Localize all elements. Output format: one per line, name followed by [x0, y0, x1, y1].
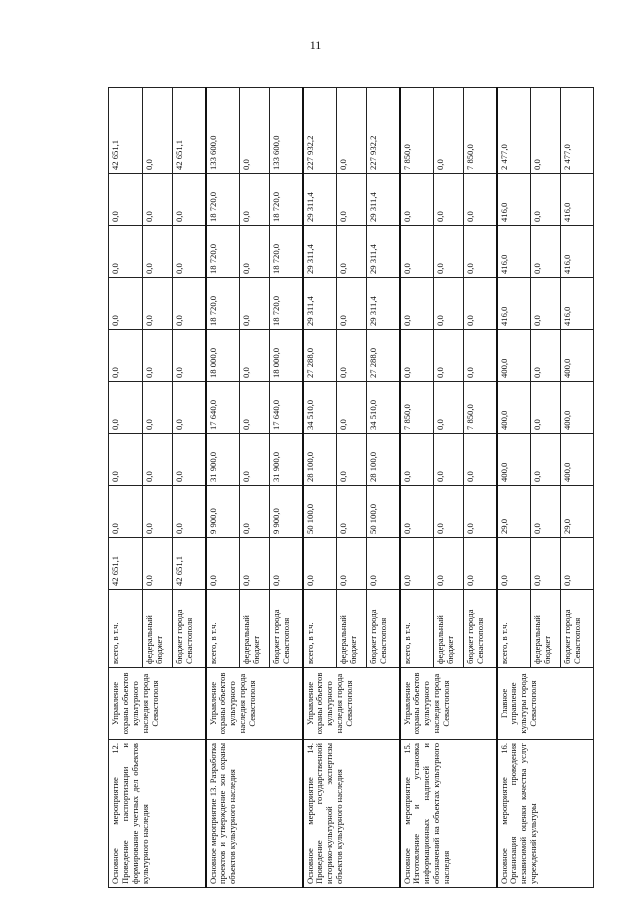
year-value-cell: 0,0 — [434, 330, 464, 382]
total-cell: 0,0 — [434, 88, 464, 174]
year-value-cell: 0,0 — [400, 330, 434, 382]
year-value-cell: 0,0 — [337, 174, 367, 226]
year-value-cell: 0,0 — [464, 174, 497, 226]
year-value-cell: 0,0 — [240, 278, 270, 330]
year-value-cell: 0,0 — [434, 278, 464, 330]
total-cell: 0,0 — [240, 88, 270, 174]
year-value-cell: 0,0 — [434, 538, 464, 590]
year-value-cell: 0,0 — [400, 226, 434, 278]
year-value-cell: 18 720,0 — [270, 174, 303, 226]
year-value-cell: 0,0 — [337, 382, 367, 434]
year-value-cell: 0,0 — [337, 434, 367, 486]
year-value-cell: 0,0 — [464, 330, 497, 382]
year-value-cell: 18 000,0 — [206, 330, 240, 382]
year-value-cell: 0,0 — [531, 538, 561, 590]
year-value-cell: 0,0 — [400, 278, 434, 330]
year-value-cell: 27 288,0 — [303, 330, 337, 382]
year-value-cell: 0,0 — [531, 434, 561, 486]
year-value-cell: 0,0 — [531, 226, 561, 278]
year-value-cell: 18 720,0 — [206, 174, 240, 226]
year-value-cell: 18 000,0 — [270, 330, 303, 382]
year-value-cell: 29 311,4 — [367, 174, 400, 226]
year-value-cell: 18 720,0 — [270, 226, 303, 278]
year-value-cell: 0,0 — [337, 486, 367, 538]
year-value-cell: 0,0 — [497, 538, 531, 590]
year-value-cell: 0,0 — [400, 434, 434, 486]
funding-source-cell: всего, в т.ч. — [109, 590, 143, 668]
year-value-cell: 0,0 — [464, 538, 497, 590]
total-cell: 0,0 — [531, 88, 561, 174]
year-value-cell: 0,0 — [337, 226, 367, 278]
year-value-cell: 0,0 — [531, 486, 561, 538]
activity-cell: Основное мероприятие 16. Организация проведения независимой оценки качества услуг учреждений культуры — [497, 740, 594, 888]
year-value-cell: 29 311,4 — [303, 278, 337, 330]
funding-source-cell: федеральный бюджет — [434, 590, 464, 668]
year-value-cell: 50 100,0 — [367, 486, 400, 538]
year-value-cell: 0,0 — [173, 486, 206, 538]
table-row — [497, 88, 531, 888]
budget-table — [108, 87, 594, 888]
year-value-cell: 0,0 — [434, 382, 464, 434]
activity-cell: Основное мероприятие 15. Изготовление и установка информационных надписей и обозначений на объектах культурного наследия — [400, 740, 497, 888]
year-value-cell: 0,0 — [109, 486, 143, 538]
year-value-cell: 0,0 — [143, 174, 173, 226]
year-value-cell: 29 311,4 — [367, 278, 400, 330]
year-value-cell: 0,0 — [143, 278, 173, 330]
total-cell: 227 932,2 — [367, 88, 400, 174]
funding-source-cell: всего, в т.ч. — [206, 590, 240, 668]
total-cell: 133 600,0 — [206, 88, 240, 174]
year-value-cell: 0,0 — [434, 226, 464, 278]
year-value-cell: 0,0 — [464, 486, 497, 538]
year-value-cell: 0,0 — [109, 434, 143, 486]
year-value-cell: 0,0 — [531, 330, 561, 382]
year-value-cell: 0,0 — [531, 174, 561, 226]
funding-source-cell: бюджет города Севастополя — [464, 590, 497, 668]
funding-source-cell: всего, в т.ч. — [303, 590, 337, 668]
year-value-cell: 0,0 — [143, 382, 173, 434]
total-cell: 42 651,1 — [109, 88, 143, 174]
year-value-cell: 0,0 — [206, 538, 240, 590]
year-value-cell: 0,0 — [109, 226, 143, 278]
year-value-cell: 0,0 — [531, 382, 561, 434]
year-value-cell: 0,0 — [337, 278, 367, 330]
year-value-cell: 0,0 — [240, 174, 270, 226]
total-cell: 133 600,0 — [270, 88, 303, 174]
page-number: 11 — [309, 38, 322, 52]
year-value-cell: 400,0 — [497, 382, 531, 434]
funding-source-cell: бюджет города Севастополя — [561, 590, 594, 668]
year-value-cell: 0,0 — [240, 486, 270, 538]
year-value-cell: 0,0 — [143, 538, 173, 590]
total-cell: 2 477,0 — [561, 88, 594, 174]
year-value-cell: 28 100,0 — [303, 434, 337, 486]
year-value-cell: 34 510,0 — [303, 382, 337, 434]
total-cell: 227 932,2 — [303, 88, 337, 174]
year-value-cell: 0,0 — [434, 486, 464, 538]
table-row — [206, 88, 240, 888]
year-value-cell: 0,0 — [434, 434, 464, 486]
year-value-cell: 0,0 — [240, 434, 270, 486]
year-value-cell: 42 651,1 — [109, 538, 143, 590]
year-value-cell: 0,0 — [240, 538, 270, 590]
total-cell: 0,0 — [337, 88, 367, 174]
year-value-cell: 0,0 — [337, 330, 367, 382]
year-value-cell: 0,0 — [464, 278, 497, 330]
year-value-cell: 0,0 — [240, 226, 270, 278]
year-value-cell: 18 720,0 — [206, 226, 240, 278]
funding-source-cell: федеральный бюджет — [143, 590, 173, 668]
year-value-cell: 34 510,0 — [367, 382, 400, 434]
year-value-cell: 0,0 — [367, 538, 400, 590]
total-cell: 0,0 — [143, 88, 173, 174]
budget-table-rotated — [108, 88, 593, 888]
year-value-cell: 9 900,0 — [206, 486, 240, 538]
total-cell: 7 850,0 — [464, 88, 497, 174]
total-cell: 42 651,1 — [173, 88, 206, 174]
year-value-cell: 29 311,4 — [303, 226, 337, 278]
year-value-cell: 400,0 — [561, 330, 594, 382]
activity-cell: Основное мероприятие 12. Проведение паспортизации и формирование учетных дел объектов культурного наследия — [109, 740, 206, 888]
year-value-cell: 0,0 — [173, 174, 206, 226]
year-value-cell: 400,0 — [497, 434, 531, 486]
year-value-cell: 0,0 — [464, 226, 497, 278]
year-value-cell: 0,0 — [143, 226, 173, 278]
table-body — [109, 88, 594, 888]
year-value-cell: 50 100,0 — [303, 486, 337, 538]
year-value-cell: 18 720,0 — [206, 278, 240, 330]
year-value-cell: 0,0 — [400, 538, 434, 590]
executor-cell: Управление охраны объектов культурного наследия города Севастополя — [400, 668, 497, 740]
year-value-cell: 0,0 — [173, 226, 206, 278]
year-value-cell: 416,0 — [497, 278, 531, 330]
activity-cell: Основное мероприятие 13. Разработка проектов и утверждение зон охраны объектов культурного наследия — [206, 740, 303, 888]
year-value-cell: 18 720,0 — [270, 278, 303, 330]
year-value-cell: 0,0 — [173, 330, 206, 382]
year-value-cell: 0,0 — [109, 278, 143, 330]
executor-cell: Главное управление культуры города Севастополя — [497, 668, 594, 740]
year-value-cell: 0,0 — [531, 278, 561, 330]
year-value-cell: 0,0 — [109, 382, 143, 434]
total-cell: 2 477,0 — [497, 88, 531, 174]
executor-cell: Управление охраны объектов культурного наследия города Севастополя — [303, 668, 400, 740]
year-value-cell: 29 311,4 — [303, 174, 337, 226]
total-cell: 7 850,0 — [400, 88, 434, 174]
executor-cell: Управление охраны объектов культурного наследия города Севастополя — [109, 668, 206, 740]
table-row — [303, 88, 337, 888]
year-value-cell: 29,0 — [561, 486, 594, 538]
year-value-cell: 29,0 — [497, 486, 531, 538]
year-value-cell: 0,0 — [270, 538, 303, 590]
year-value-cell: 416,0 — [561, 278, 594, 330]
year-value-cell: 0,0 — [303, 538, 337, 590]
year-value-cell: 0,0 — [400, 486, 434, 538]
year-value-cell: 0,0 — [173, 434, 206, 486]
year-value-cell: 416,0 — [497, 226, 531, 278]
year-value-cell: 400,0 — [497, 330, 531, 382]
year-value-cell: 0,0 — [143, 486, 173, 538]
funding-source-cell: всего, в т.ч. — [400, 590, 434, 668]
year-value-cell: 31 900,0 — [270, 434, 303, 486]
year-value-cell: 400,0 — [561, 434, 594, 486]
year-value-cell: 28 100,0 — [367, 434, 400, 486]
year-value-cell: 7 850,0 — [464, 382, 497, 434]
table-row — [109, 88, 143, 888]
year-value-cell: 416,0 — [497, 174, 531, 226]
funding-source-cell: бюджет города Севастополя — [270, 590, 303, 668]
year-value-cell: 0,0 — [240, 382, 270, 434]
year-value-cell: 7 850,0 — [400, 382, 434, 434]
year-value-cell: 0,0 — [143, 434, 173, 486]
activity-cell: Основное мероприятие 14. Проведение государственной историко-культурной экспертизы объектов культурного наследия — [303, 740, 400, 888]
year-value-cell: 400,0 — [561, 382, 594, 434]
year-value-cell: 0,0 — [109, 174, 143, 226]
year-value-cell: 0,0 — [143, 330, 173, 382]
year-value-cell: 0,0 — [434, 174, 464, 226]
year-value-cell: 416,0 — [561, 226, 594, 278]
year-value-cell: 17 640,0 — [270, 382, 303, 434]
year-value-cell: 0,0 — [109, 330, 143, 382]
year-value-cell: 0,0 — [400, 174, 434, 226]
funding-source-cell: всего, в т.ч. — [497, 590, 531, 668]
year-value-cell: 416,0 — [561, 174, 594, 226]
year-value-cell: 0,0 — [173, 278, 206, 330]
table-row — [400, 88, 434, 888]
funding-source-cell: федеральный бюджет — [531, 590, 561, 668]
year-value-cell: 0,0 — [464, 434, 497, 486]
year-value-cell: 0,0 — [173, 382, 206, 434]
year-value-cell: 0,0 — [240, 330, 270, 382]
year-value-cell: 27 288,0 — [367, 330, 400, 382]
year-value-cell: 0,0 — [561, 538, 594, 590]
year-value-cell: 9 900,0 — [270, 486, 303, 538]
funding-source-cell: федеральный бюджет — [240, 590, 270, 668]
funding-source-cell: федеральный бюджет — [337, 590, 367, 668]
year-value-cell: 29 311,4 — [367, 226, 400, 278]
year-value-cell: 17 640,0 — [206, 382, 240, 434]
funding-source-cell: бюджет города Севастополя — [173, 590, 206, 668]
year-value-cell: 0,0 — [337, 538, 367, 590]
year-value-cell: 31 900,0 — [206, 434, 240, 486]
funding-source-cell: бюджет города Севастополя — [367, 590, 400, 668]
year-value-cell: 42 651,1 — [173, 538, 206, 590]
executor-cell: Управление охраны объектов культурного наследия города Севастополя — [206, 668, 303, 740]
